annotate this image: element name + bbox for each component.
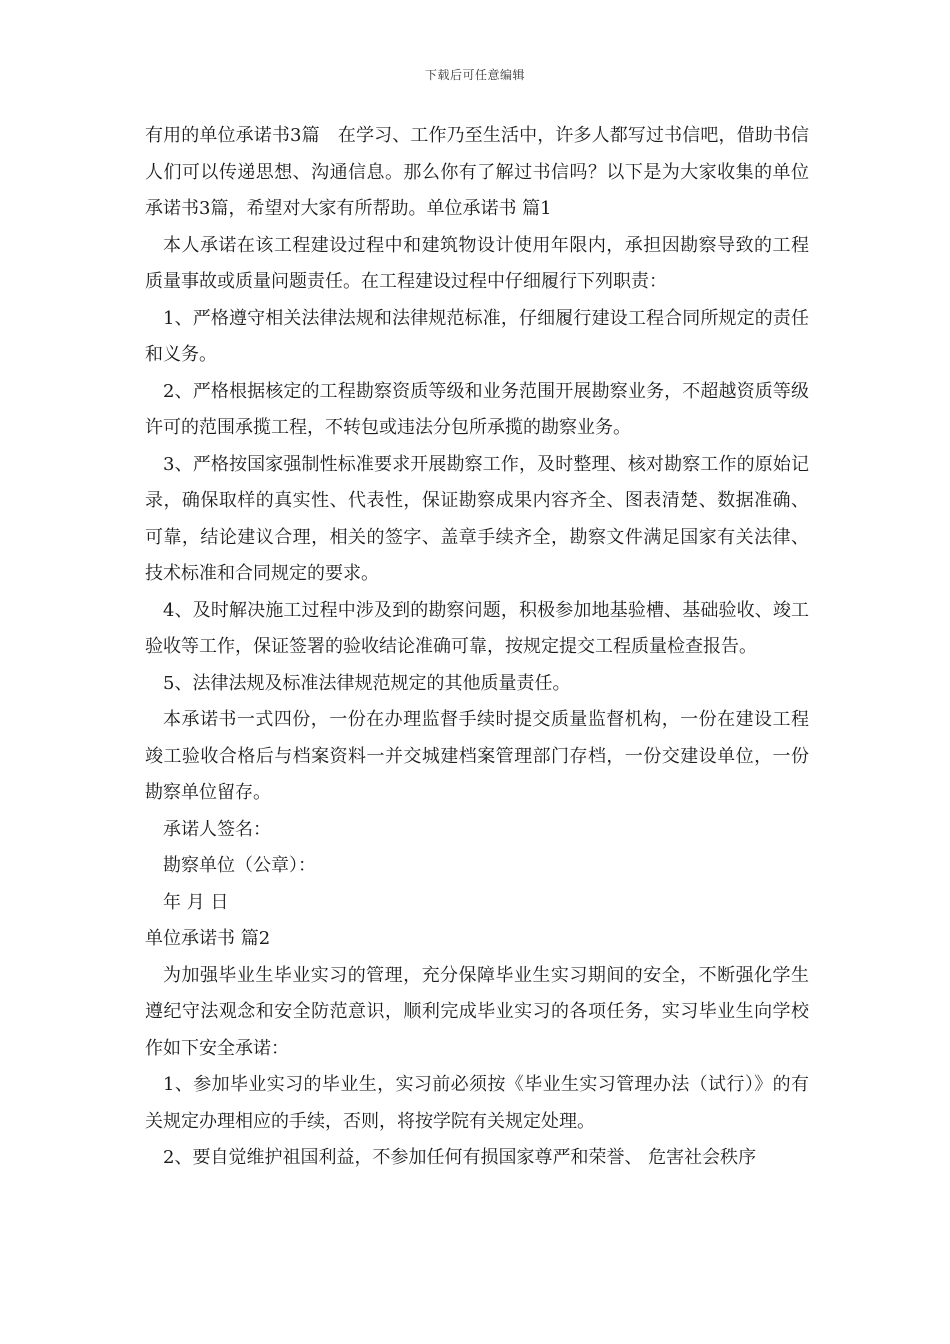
section-heading: 单位承诺书 篇2 (145, 928, 271, 949)
list-item: 4、及时解决施工过程中涉及到的勘察问题，积极参加地基验槽、基础验收、竣工验收等工作，保证签署的验收结论准确可靠，按规定提交工程质量检查报告。 (145, 599, 809, 657)
date-line: 年 月 日 (163, 891, 229, 913)
intro-paragraph: 有用的单位承诺书3篇 在学习、工作乃至生活中，许多人都写过书信吧，借助书信人们可以传递思想、沟通信息。那么你有了解过书信吗？以下是为大家收集的单位承诺书3篇，希望对大家有所帮助。单位承诺书 篇1 (145, 125, 809, 219)
page-header: 下载后可任意编辑 (424, 68, 525, 82)
list-item: 3、严格按国家强制性标准要求开展勘察工作，及时整理、核对勘察工作的原始记录，确保取样的真实性、代表性，保证勘察成果内容齐全、图表清楚、数据准确、可靠，结论建议合理，相关的签字、盖章手续齐全，勘察文件满足国家有关法律、技术标准和合同规定的要求。 (145, 453, 809, 584)
list-item: 1、参加毕业实习的毕业生，实习前必须按《毕业生实习管理办法（试行）》的有关规定办理相应的手续，否则，将按学院有关规定处理。 (145, 1074, 809, 1132)
signature-line: 承诺人签名： (163, 818, 271, 840)
list-item: 2、严格根据核定的工程勘察资质等级和业务范围开展勘察业务，不超越资质等级许可的范围承揽工程，不转包或违法分包所承揽的勘察业务。 (145, 380, 809, 438)
commitment-paragraph: 本人承诺在该工程建设过程中和建筑物设计使用年限内，承担因勘察导致的工程质量事故或质量问题责任。在工程建设过程中仔细履行下列职责： (145, 234, 809, 292)
document-body (145, 118, 809, 1177)
copies-paragraph: 本承诺书一式四份，一份在办理监督手续时提交质量监督机构，一份在建设工程竣工验收合格后与档案资料一并交城建档案管理部门存档，一份交建设单位，一份勘察单位留存。 (145, 709, 809, 803)
list-item: 5、法律法规及标准法律规范规定的其他质量责任。 (163, 672, 571, 694)
list-item: 2、要自觉维护祖国利益，不参加任何有损国家尊严和荣誉、 危害社会秩序 (163, 1147, 757, 1168)
seal-line: 勘察单位（公章）： (163, 855, 316, 876)
list-item: 1、严格遵守相关法律法规和法律规范标准，仔细履行建设工程合同所规定的责任和义务。 (145, 307, 809, 365)
internship-paragraph: 为加强毕业生毕业实习的管理，充分保障毕业生实习期间的安全，不断强化学生遵纪守法观念和安全防范意识，顺利完成毕业实习的各项任务，实习毕业生向学校作如下安全承诺： (145, 964, 809, 1059)
